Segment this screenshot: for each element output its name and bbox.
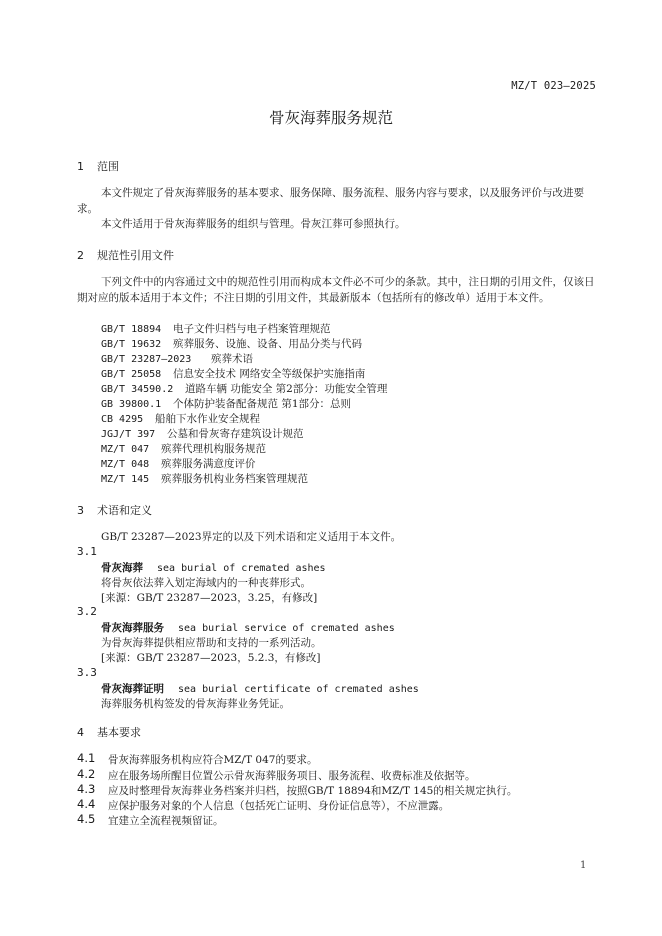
term-heading — [101, 620, 395, 635]
reference-code: GB 39800.1 — [101, 399, 162, 410]
document-title: 骨灰海葬服务规范 — [268, 109, 393, 127]
reference-item — [101, 336, 362, 351]
reference-title: 殡葬术语 — [211, 353, 253, 365]
requirement-number: 4.1 — [77, 751, 96, 765]
reference-code: GB/T 18894 — [101, 324, 162, 335]
term-number: 3.3 — [77, 666, 97, 679]
reference-title: 殡葬服务满意度评价 — [161, 458, 256, 470]
requirement-number: 4.3 — [77, 782, 96, 796]
paragraph: 本文件规定了骨灰海葬服务的基本要求、服务保障、服务流程、服务内容与要求，以及服务评价与改进要求。 — [77, 187, 584, 215]
term-heading — [101, 560, 326, 575]
term-english: sea burial service of cremated ashes — [178, 623, 395, 634]
reference-title: 船舶下水作业安全规程 — [155, 413, 260, 425]
reference-item — [101, 456, 256, 471]
requirement-text: 应在服务场所醒目位置公示骨灰海葬服务项目、服务流程、收费标准及依据等。 — [108, 770, 476, 782]
requirement-text: 应保护服务对象的个人信息（包括死亡证明、身份证信息等），不应泄露。 — [108, 800, 450, 812]
section-2-heading — [77, 247, 174, 263]
section-number: 3 — [77, 504, 84, 517]
term-chinese: 骨灰海葬服务 — [101, 622, 164, 634]
term-definition: 海葬服务机构签发的骨灰海葬业务凭证。 — [101, 698, 290, 710]
section-title: 术语和定义 — [97, 504, 152, 517]
term-chinese: 骨灰海葬证明 — [101, 683, 164, 695]
reference-code: MZ/T 145 — [101, 474, 150, 485]
paragraph: GB/T 23287—2023界定的以及下列术语和定义适用于本文件。 — [101, 531, 402, 543]
reference-title: 殡葬服务、设施、设备、用品分类与代码 — [173, 338, 362, 350]
reference-code: GB/T 19632 — [101, 339, 162, 350]
term-definition: 为骨灰海葬提供相应帮助和支持的一系列活动。 — [101, 637, 322, 649]
section-title: 范围 — [97, 160, 119, 173]
reference-title: 殡葬服务机构业务档案管理规范 — [161, 473, 308, 485]
term-number: 3.1 — [77, 545, 97, 558]
requirement-text: 应及时整理骨灰海葬业务档案并归档，按照GB/T 18894和MZ/T 145的相关规定执行。 — [108, 785, 518, 797]
section-1-heading — [77, 158, 119, 174]
term-chinese: 骨灰海葬 — [101, 562, 143, 574]
reference-code: JGJ/T 397 — [101, 429, 156, 440]
reference-code: GB/T 23287—2023 — [101, 354, 192, 365]
reference-title: 电子文件归档与电子档案管理规范 — [173, 323, 331, 335]
requirement-number: 4.4 — [77, 797, 96, 811]
term-source: [来源：GB/T 23287—2023，3.25，有修改] — [101, 592, 318, 604]
reference-code: GB/T 34590.2 — [101, 384, 174, 395]
term-definition: 将骨灰依法葬入划定海域内的一种丧葬形式。 — [101, 577, 311, 589]
reference-item — [101, 426, 304, 441]
section-title: 基本要求 — [97, 726, 141, 739]
section-title: 规范性引用文件 — [97, 249, 174, 262]
term-english: sea burial certificate of cremated ashes — [178, 684, 419, 695]
reference-title: 道路车辆 功能安全 第2部分：功能安全管理 — [185, 383, 388, 395]
reference-item — [101, 366, 365, 381]
section-number: 2 — [77, 249, 84, 262]
requirement-text: 骨灰海葬服务机构应符合MZ/T 047的要求。 — [108, 754, 318, 766]
section-number: 1 — [77, 160, 84, 173]
term-number: 3.2 — [77, 605, 97, 618]
reference-code: MZ/T 048 — [101, 459, 150, 470]
term-english: sea burial of cremated ashes — [157, 563, 326, 574]
reference-item — [101, 321, 331, 336]
reference-item — [101, 396, 351, 411]
reference-item — [101, 471, 308, 486]
reference-item — [101, 351, 253, 366]
requirement-text: 宜建立全流程视频留证。 — [108, 815, 224, 827]
paragraph: 下列文件中的内容通过文中的规范性引用而构成本文件必不可少的条款。其中，注日期的引用文件，仅该日期对应的版本适用于本文件；不注日期的引用文件，其最新版本（包括所有的修改单）适用于本文件。 — [77, 276, 595, 304]
reference-title: 个体防护装备配备规范 第1部分：总则 — [173, 398, 352, 410]
reference-code: MZ/T 047 — [101, 444, 150, 455]
requirement-number: 4.5 — [77, 812, 96, 826]
reference-item — [101, 411, 260, 426]
paragraph: 本文件适用于骨灰海葬服务的组织与管理。骨灰江葬可参照执行。 — [101, 218, 406, 230]
reference-title: 公墓和骨灰寄存建筑设计规范 — [167, 428, 304, 440]
reference-title: 殡葬代理机构服务规范 — [161, 443, 266, 455]
reference-title: 信息安全技术 网络安全等级保护实施指南 — [173, 368, 366, 380]
section-3-heading — [77, 502, 152, 518]
reference-item — [101, 381, 387, 396]
term-source: [来源：GB/T 23287—2023，5.2.3，有修改] — [101, 652, 321, 664]
term-heading — [101, 681, 419, 696]
reference-code: GB/T 25058 — [101, 369, 162, 380]
section-4-heading — [77, 724, 141, 740]
requirement-number: 4.2 — [77, 767, 96, 781]
reference-code: CB 4295 — [101, 414, 144, 425]
reference-item — [101, 441, 266, 456]
page-number: 1 — [580, 860, 587, 871]
section-number: 4 — [77, 726, 84, 739]
standard-code: MZ/T 023—2025 — [511, 80, 596, 92]
